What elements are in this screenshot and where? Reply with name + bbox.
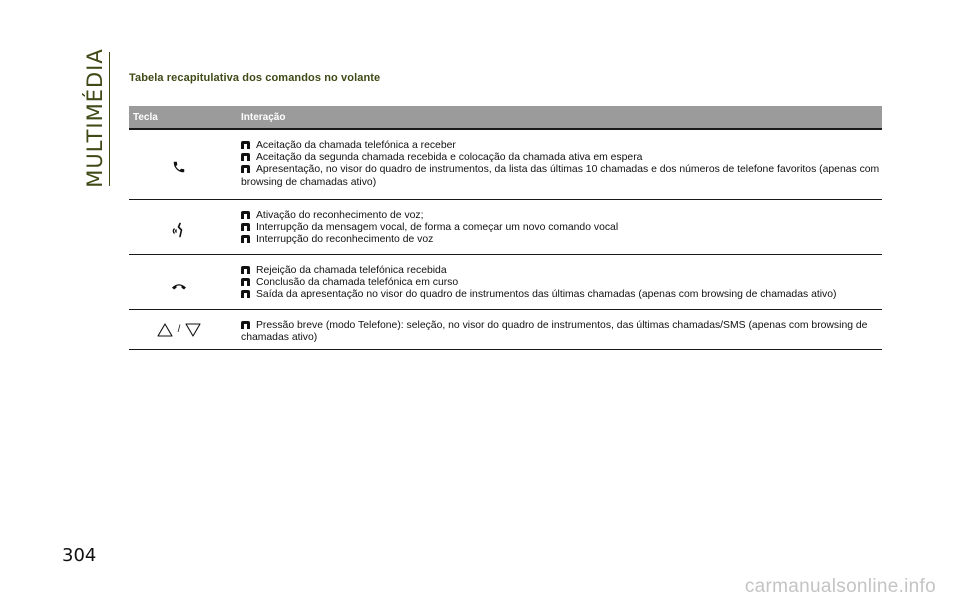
key-separator: / xyxy=(177,324,181,335)
voice-command-icon xyxy=(171,222,187,243)
list-item: Ativação do reconhecimento de voz; xyxy=(241,210,882,222)
down-arrow-icon xyxy=(185,323,201,342)
commands-table xyxy=(129,106,882,350)
table-row xyxy=(129,310,882,350)
table-row xyxy=(129,200,882,255)
bullet-icon xyxy=(241,289,251,297)
up-arrow-icon xyxy=(157,323,173,342)
list-item: Interrupção da mensagem vocal, de forma a começar um novo comando vocal xyxy=(241,222,882,234)
bullet-icon xyxy=(241,152,251,160)
watermark: carmanualsonline.info xyxy=(744,576,936,597)
list-item: Pressão breve (modo Telefone): seleção, no visor do quadro de instrumentos, das últimas chamadas/SMS (apenas com browsing de chamadas ativo) xyxy=(241,320,868,344)
interaction-cell xyxy=(229,265,882,309)
phone-answer-icon xyxy=(172,160,186,179)
list-item: Conclusão da chamada telefónica em curso xyxy=(241,277,882,289)
key-cell xyxy=(129,210,229,254)
interaction-cell xyxy=(229,140,882,199)
bullet-icon xyxy=(241,164,251,172)
bullet-icon xyxy=(241,234,251,242)
list-item: Saída da apresentação no visor do quadro de instrumentos das últimas chamadas (apenas com browsing de chamadas ativo) xyxy=(241,289,882,301)
section-tab xyxy=(80,48,110,188)
table-header xyxy=(129,106,882,128)
list-item: Aceitação da segunda chamada recebida e colocação da chamada ativa em espera xyxy=(241,152,882,164)
key-cell xyxy=(129,265,229,309)
section-tab-label: MULTIMÉDIA xyxy=(83,48,107,188)
interaction-cell xyxy=(229,210,882,254)
key-cell xyxy=(129,320,229,349)
list-item: Apresentação, no visor do quadro de instrumentos, da lista das últimas 10 chamadas e dos números de telefone favoritos (apenas com browsing de chamadas ativo) xyxy=(241,164,880,188)
bullet-icon xyxy=(241,265,251,273)
bullet-icon xyxy=(241,222,251,230)
list-item: Interrupção do reconhecimento de voz xyxy=(241,234,882,246)
page-number: 304 xyxy=(62,545,97,566)
key-cell xyxy=(129,140,229,199)
bullet-icon xyxy=(241,210,251,218)
table-row xyxy=(129,130,882,200)
table-title: Tabela recapitulativa dos comandos no volante xyxy=(129,72,381,84)
list-item: Rejeição da chamada telefónica recebida xyxy=(241,265,882,277)
table-row xyxy=(129,255,882,310)
bullet-icon xyxy=(241,277,251,285)
section-divider xyxy=(109,52,110,186)
header-key: Tecla xyxy=(133,111,158,123)
bullet-icon xyxy=(241,320,251,328)
list-item: Aceitação da chamada telefónica a receber xyxy=(241,140,882,152)
interaction-cell xyxy=(229,320,882,349)
phone-hangup-icon xyxy=(171,278,187,296)
header-interaction: Interação xyxy=(241,111,286,123)
bullet-icon xyxy=(241,140,251,148)
